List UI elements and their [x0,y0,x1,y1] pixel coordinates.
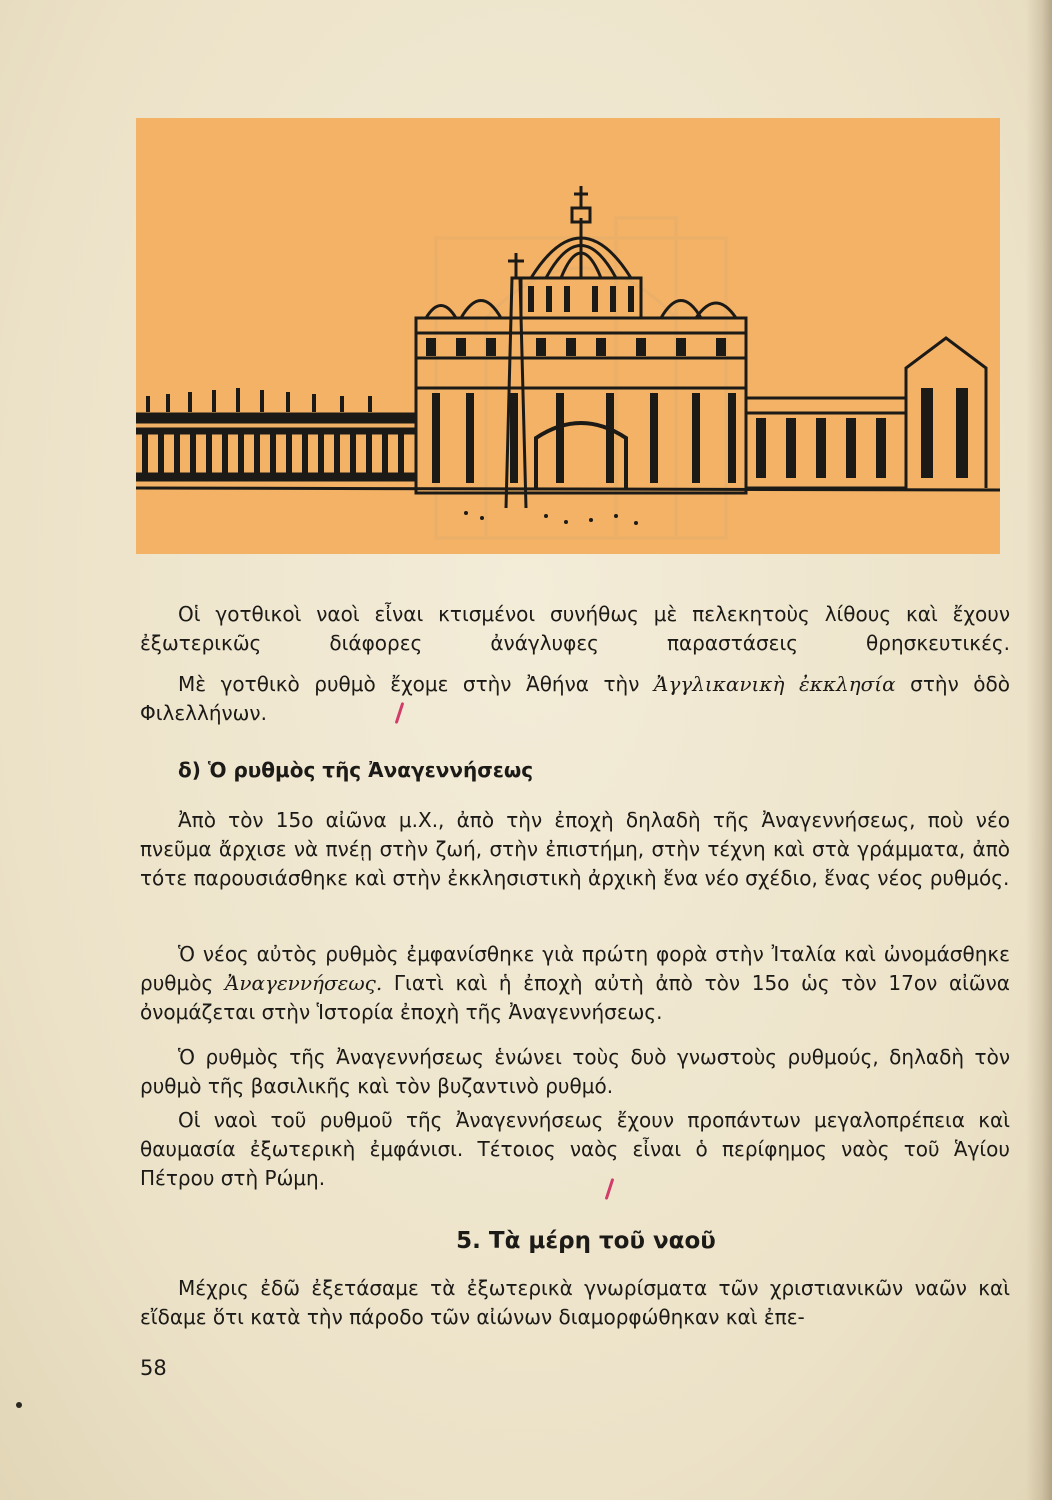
paragraph-renaissance-italy [140,940,1010,1027]
paragraph-text-start: Ὁ νέος αὐτὸς ρυθμὸς ἐμφανίσθηκε γιὰ πρώτη φορὰ στὴν Ἰταλία καὶ ὠνομάσθηκε ρυθμὸς [140,942,1010,995]
paragraph-text: Μέχρις ἐδῶ ἐξετάσαμε τὰ ἐξωτερικὰ γνωρίσματα τῶν χριστιανικῶν ναῶν καὶ εἴδαμε ὅτι κατὰ τὴν πάροδο τῶν αἰώνων διαμορφώθηκαν καὶ ἐπε- [140,1276,1010,1329]
paragraph-anglican-church [140,670,1010,728]
section-heading-renaissance: δ) Ὁ ρυθμὸς τῆς Ἀναγεννήσεως [178,758,534,782]
paragraph-renaissance-origin [140,806,1010,893]
basilica-illustration [136,118,1000,554]
style-name-italic: Ἀναγεννήσεως. [224,971,383,995]
scan-dot [16,1402,22,1408]
paragraph-text: Ὁ ρυθμὸς τῆς Ἀναγεννήσεως ἑνώνει τοὺς δυὸ γνωστοὺς ρυθμούς, δηλαδὴ τὸν ρυθμὸ τῆς βασιλικῆς καὶ τὸν βυζαντινὸ ρυθμό. [140,1045,1010,1098]
paragraph-wrapper [140,940,1010,1027]
paragraph-renaissance-combines [140,1043,1010,1101]
paragraph-text-end: στὴν ὁδὸ Φιλελλήνων. [140,672,1010,725]
paragraph-external-features [140,1274,1010,1332]
st-peters-basilica-icon [136,118,1000,554]
paragraph-text-start: Μὲ γοτθικὸ ρυθμὸ ἔχομε στὴν Ἀθήνα τὴν [178,672,654,696]
binding-shadow [1026,0,1052,1500]
paragraph-gothic-temples [140,600,1010,658]
paragraph-wrapper [140,670,1010,728]
church-name-italic: Ἀγγλικανικὴ ἐκκλησία [653,672,896,696]
paragraph-text: Οἱ ναοὶ τοῦ ρυθμοῦ τῆς Ἀναγεννήσεως ἔχουν προπάντων μεγαλοπρέπεια καὶ θαυμασία ἐξωτερικὴ ἐμφάνισι. Τέτοιος ναὸς εἶναι ὁ περίφημος ναὸς τοῦ Ἁγίου Πέτρου στὴ Ρώμη. [140,1108,1010,1190]
paragraph-text: Ἀπὸ τὸν 15ο αἰῶνα μ.Χ., ἀπὸ τὴν ἐποχὴ δηλαδὴ τῆς Ἀναγεννήσεως, ποὺ νέο πνεῦμα ἄρχισε νὰ πνέῃ στὴν ζωή, στὴν ἐπιστήμη, στὴν τέχνη καὶ στὰ γράμματα, ἀπὸ τότε παρουσιάσθηκε καὶ στὴν ἐκκλησιστικὴ ἀρχικὴ ἕνα νέο σχέδιο, ἕνας νέος ρυθμός. [140,808,1010,890]
paragraph-text-end: Γιατὶ καὶ ἡ ἐποχὴ αὐτὴ ἀπὸ τὸν 15ο ὡς τὸν 17ον αἰῶνα ὀνομάζεται στὴν Ἱστορία ἐποχὴ τῆς Ἀναγεννήσεως. [140,971,1010,1024]
page-number: 58 [140,1356,167,1380]
paragraph-st-peters [140,1106,1010,1193]
section-heading-text: 5. Τὰ μέρη τοῦ ναοῦ [456,1228,716,1254]
paragraph-text: Οἱ γοτθικοὶ ναοὶ εἶναι κτισμένοι συνήθως μὲ πελεκητοὺς λίθους καὶ ἔχουν ἐξωτερικῶς διάφορες ἀνάγλυφες παραστάσεις θρησκευτικές. [140,602,1010,655]
section-heading-temple-parts [0,1228,1052,1254]
